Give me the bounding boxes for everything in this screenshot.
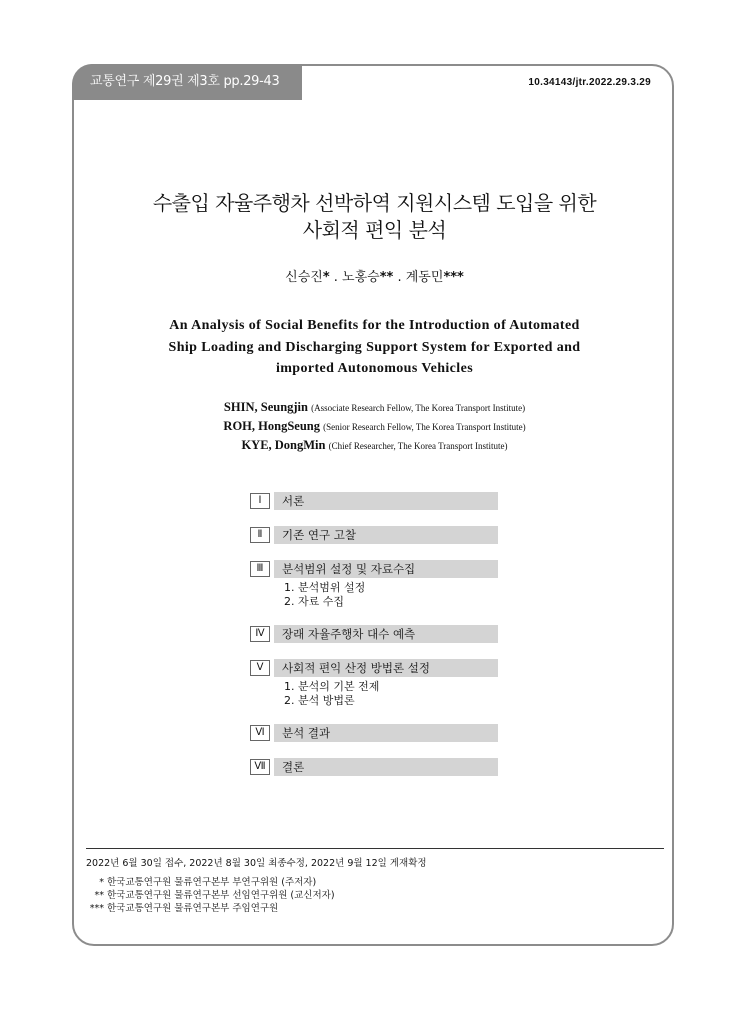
author-affiliation: (Associate Research Fellow, The Korea Transport Institute): [311, 403, 526, 413]
toc-section-number: Ⅱ: [250, 527, 270, 543]
footnote-mark: **: [94, 890, 104, 901]
toc-section-title: 결론: [274, 758, 498, 776]
journal-citation: 교통연구 제29권 제3호 pp.29-43: [90, 74, 280, 89]
author-affiliation: (Chief Researcher, The Korea Transport Institute): [328, 441, 508, 451]
korean-title: [0, 190, 749, 244]
toc-section: [250, 758, 498, 776]
toc-section: [250, 492, 498, 510]
author-name: KYE, DongMin: [241, 438, 326, 452]
author-ko-1: 신승진: [285, 270, 323, 285]
toc-subsection: 2. 자료 수집: [284, 595, 344, 608]
footnote: [86, 902, 335, 915]
english-title: [0, 315, 749, 380]
journal-citation-tab: [72, 64, 302, 100]
toc-section-number: Ⅵ: [250, 725, 270, 741]
english-authors: [0, 398, 749, 455]
english-author: [0, 436, 749, 455]
footnote-text: 한국교통연구원 물류연구본부 주임연구원: [107, 903, 279, 914]
footnote-mark: ***: [89, 903, 104, 914]
korean-title-line-2: 사회적 편익 분석: [302, 218, 447, 242]
toc-subsection: 1. 분석범위 설정: [284, 581, 366, 594]
toc-section-number: Ⅳ: [250, 626, 270, 642]
author-ko-1-mark: *: [322, 270, 330, 285]
table-of-contents: [250, 492, 498, 792]
footer-divider: [86, 848, 664, 849]
author-name: SHIN, Seungjin: [223, 400, 308, 414]
toc-section-title: 장래 자율주행차 대수 예측: [274, 625, 498, 643]
korean-authors: 신승진* . 노홍승** . 계동민***: [285, 270, 464, 285]
received-dates: 2022년 6월 30일 접수, 2022년 8월 30일 최종수정, 2022년 9월 12일 게재확정: [86, 858, 427, 869]
doi: 10.34143/jtr.2022.29.3.29: [528, 77, 651, 88]
toc-section: [250, 560, 498, 609]
toc-section-title: 사회적 편익 산정 방법론 설정: [274, 659, 498, 677]
footnote-mark: *: [99, 877, 104, 888]
english-title-line-3: imported Autonomous Vehicles: [275, 361, 474, 376]
author-footnotes: [86, 876, 335, 915]
toc-section-number: Ⅶ: [250, 759, 270, 775]
english-title-line-1: An Analysis of Social Benefits for the Introduction of Automated: [169, 318, 580, 333]
footnote: [86, 876, 335, 889]
toc-subsections: [250, 680, 498, 708]
toc-section: [250, 724, 498, 742]
english-title-line-2: Ship Loading and Discharging Support System for Exported and: [168, 339, 581, 355]
toc-section: [250, 659, 498, 708]
toc-section-number: Ⅲ: [250, 561, 270, 577]
english-author: [0, 398, 749, 417]
footnote-text: 한국교통연구원 물류연구본부 선임연구위원 (교신저자): [107, 890, 335, 901]
toc-section-title: 기존 연구 고찰: [274, 526, 498, 544]
toc-section-title: 분석범위 설정 및 자료수집: [274, 560, 498, 578]
author-affiliation: (Senior Research Fellow, The Korea Transport Institute): [323, 422, 526, 432]
toc-subsection: 1. 분석의 기본 전제: [284, 680, 380, 693]
footnote: [86, 889, 335, 902]
korean-title-line-1: 수출입 자율주행차 선박하역 지원시스템 도입을 위한: [152, 191, 597, 215]
author-ko-3-mark: ***: [443, 270, 464, 285]
toc-section-title: 서론: [274, 492, 498, 510]
author-ko-3: 계동민: [405, 270, 444, 285]
toc-section: [250, 526, 498, 544]
toc-section-number: Ⅰ: [250, 493, 270, 509]
toc-subsection: 2. 분석 방법론: [284, 694, 355, 707]
toc-section-title: 분석 결과: [274, 724, 498, 742]
toc-subsections: [250, 581, 498, 609]
toc-section: [250, 625, 498, 643]
author-name: ROH, HongSeung: [223, 419, 320, 433]
author-ko-2: 노홍승: [342, 270, 380, 285]
english-author: [0, 417, 749, 436]
toc-section-number: Ⅴ: [250, 660, 270, 676]
author-ko-2-mark: **: [379, 270, 394, 285]
footnote-text: 한국교통연구원 물류연구본부 부연구위원 (주저자): [107, 877, 317, 888]
